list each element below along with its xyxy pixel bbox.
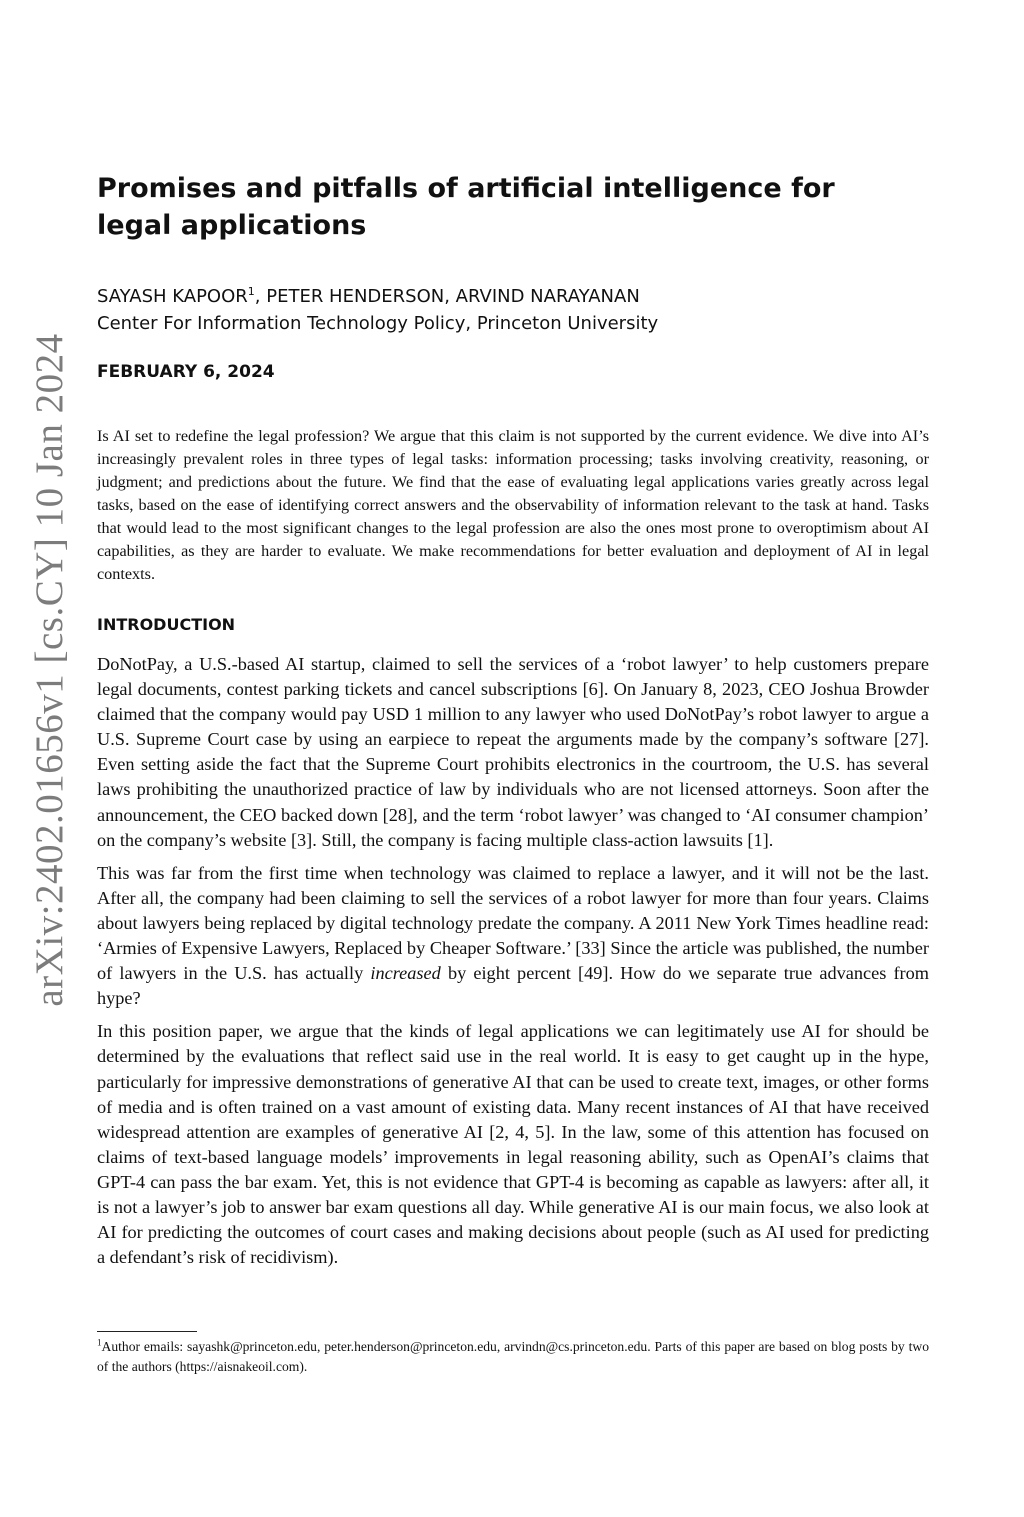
paragraph: In this position paper, we argue that the kinds of legal applications we can legitimately use AI for should be determined by the evaluations that reflect said use in the real world. It is easy to get caught up in the hype, particularly for impressive demonstrations of generative AI that can be used to create text, images, or other forms of media and is often trained on a vast amount of existing data. Many recent instances of AI that have received widespread attention are examples of generative AI [2, 4, 5]. In the law, some of this attention has focused on claims of text-based language models’ improvements in legal reasoning ability, such as OpenAI’s claims that GPT-4 can pass the bar exam. Yet, this is not evidence that GPT-4 is becoming as capable as lawyers: after all, it is not a lawyer’s job to answer bar exam questions all day. While generative AI is our main focus, we also look at AI for predicting the outcomes of court cases and making decisions about people (such as AI used for predicting a defendant’s risk of recidivism). [97, 1021, 929, 1268]
abstract: Is AI set to redefine the legal profession? We argue that this claim is not supported by the current evidence. We dive into AI’s increasingly prevalent roles in three types of legal tasks: information processing; tasks involving creativity, reasoning, or judgment; and predictions about the future. We find that the ease of evaluating legal applications varies greatly across legal tasks, based on the ease of identifying correct answers and the observability of information relevant to the task at hand. Tasks that would lead to the most significant changes to the legal profession are also the ones most prone to overoptimism about AI capabilities, as they are harder to evaluate. We make recommendations for better evaluation and deployment of AI in legal contexts. [97, 427, 929, 583]
paragraph-text: This was far from the first time when technology was claimed to replace a lawyer, and it will not be the last. After all, the company had been claiming to sell the services of a robot lawyer for more than four years. Claims about lawyers being replaced by digital technology predate the company. A 2011 New York Times headline read: ‘Armies of Expensive Lawyers, Replaced by Cheaper Software.’ [33] Since the article was published, the number of lawyers in the U.S. has actually [97, 862, 929, 984]
first-author: SAYASH KAPOOR [97, 286, 248, 307]
affiliation: Center For Information Technology Policy, Princeton University [97, 313, 659, 334]
paragraph [97, 861, 929, 1012]
paragraph-text: by eight percent [49]. How do we separate true advances from hype? [97, 963, 929, 1009]
footnote-text: Author emails: sayashk@princeton.edu, peter.henderson@princeton.edu, arvindn@cs.princeton.edu. Parts of this paper are based on blog posts by two of the authors (https://aisnakeoil.com). [97, 1339, 929, 1374]
footnote-marker: 1 [97, 1337, 102, 1348]
paper-title: Promises and pitfalls of artificial intelligence for legal applications [97, 173, 835, 241]
footnote [97, 1337, 929, 1377]
footnote-marker: 1 [247, 285, 255, 298]
paragraph: DoNotPay, a U.S.-based AI startup, claimed to sell the services of a ‘robot lawyer’ to help customers prepare legal documents, contest parking tickets and cancel subscriptions [6]. On January 8, 2023, CEO Joshua Browder claimed that the company would pay USD 1 million to any lawyer who used DoNotPay’s robot lawyer to argue a U.S. Supreme Court case by using an earpiece to repeat the arguments made by the company’s software [27]. Even setting aside the fact that the Supreme Court prohibits electronics in the courtroom, the U.S. has several laws prohibiting the unauthorized practice of law by individuals who are not licensed attorneys. Soon after the announcement, the CEO backed down [28], and the term ‘robot lawyer’ was changed to ‘AI consumer champion’ on the company’s website [3]. Still, the company is facing multiple class-action lawsuits [1]. [97, 654, 929, 850]
footnote-divider [97, 1331, 197, 1332]
author-list [97, 284, 640, 310]
section-heading-introduction: INTRODUCTION [97, 615, 236, 634]
other-authors: , PETER HENDERSON, ARVIND NARAYANAN [254, 286, 640, 307]
arxiv-identifier-text: arXiv:2402.01656v1 [cs.CY] 10 Jan 2024 [28, 333, 71, 1007]
emphasis-text: increased [370, 963, 441, 984]
publication-date: FEBRUARY 6, 2024 [97, 362, 275, 382]
introduction-body [97, 652, 929, 1278]
arxiv-identifier-stamp [28, 300, 72, 1040]
